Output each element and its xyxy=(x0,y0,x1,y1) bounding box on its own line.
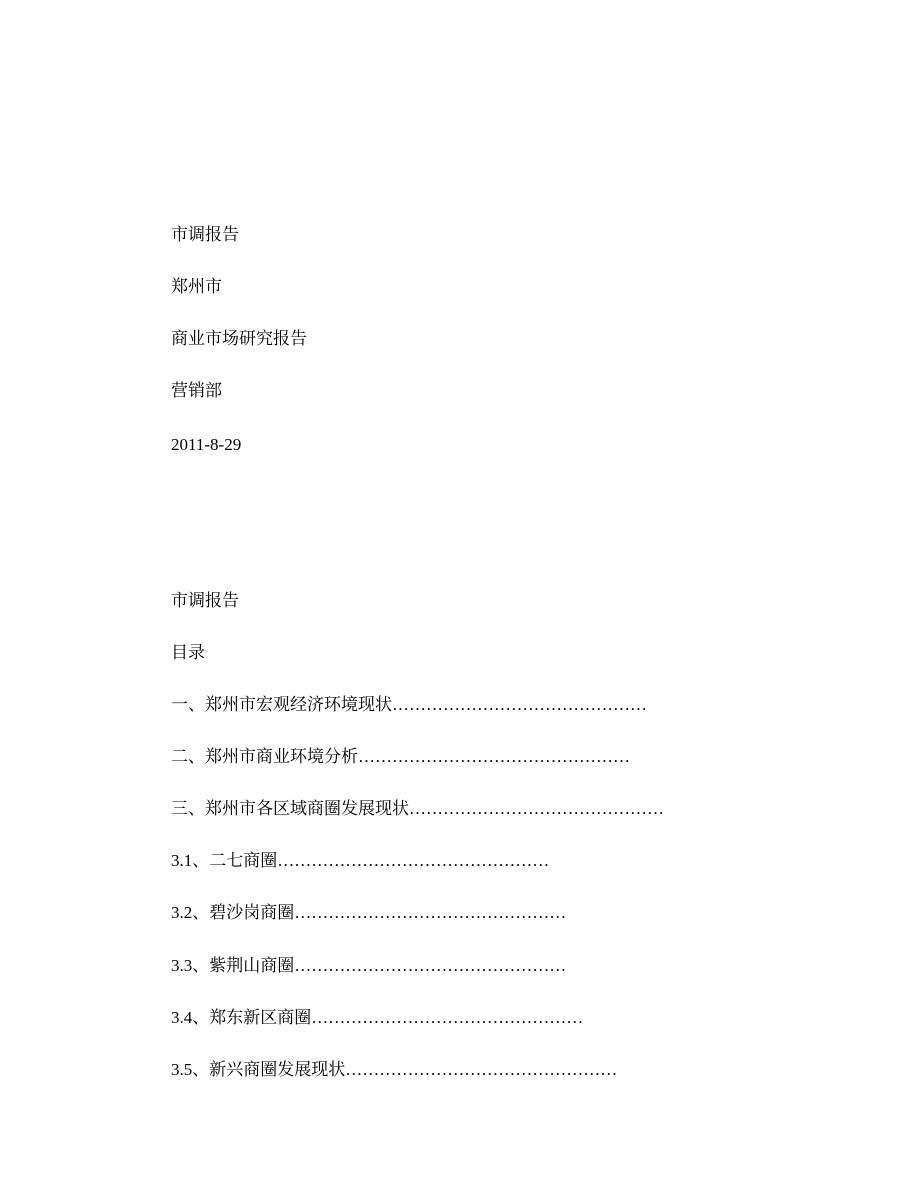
toc-entry: 3.3、紫荆山商圈………………………………………… xyxy=(171,956,567,975)
cover-city: 郑州市 xyxy=(171,277,222,296)
toc-entry: 3.5、新兴商圈发展现状………………………………………… xyxy=(171,1060,618,1079)
toc-title: 目录 xyxy=(171,643,205,662)
toc-entry: 一、郑州市宏观经济环境现状……………………………………… xyxy=(171,695,647,714)
cover-department: 营销部 xyxy=(171,381,222,400)
toc-header: 市调报告 xyxy=(171,591,239,610)
cover-date: 2011-8-29 xyxy=(171,435,242,454)
toc-entry: 3.4、郑东新区商圈………………………………………… xyxy=(171,1008,584,1027)
toc-entry: 二、郑州市商业环境分析………………………………………… xyxy=(171,747,630,766)
cover-report-label: 市调报告 xyxy=(171,225,239,244)
toc-entry: 3.1、二七商圈………………………………………… xyxy=(171,851,550,870)
toc-entry: 3.2、碧沙岗商圈………………………………………… xyxy=(171,903,567,922)
toc-entry: 三、郑州市各区域商圈发展现状……………………………………… xyxy=(171,799,664,818)
cover-title: 商业市场研究报告 xyxy=(171,329,307,348)
